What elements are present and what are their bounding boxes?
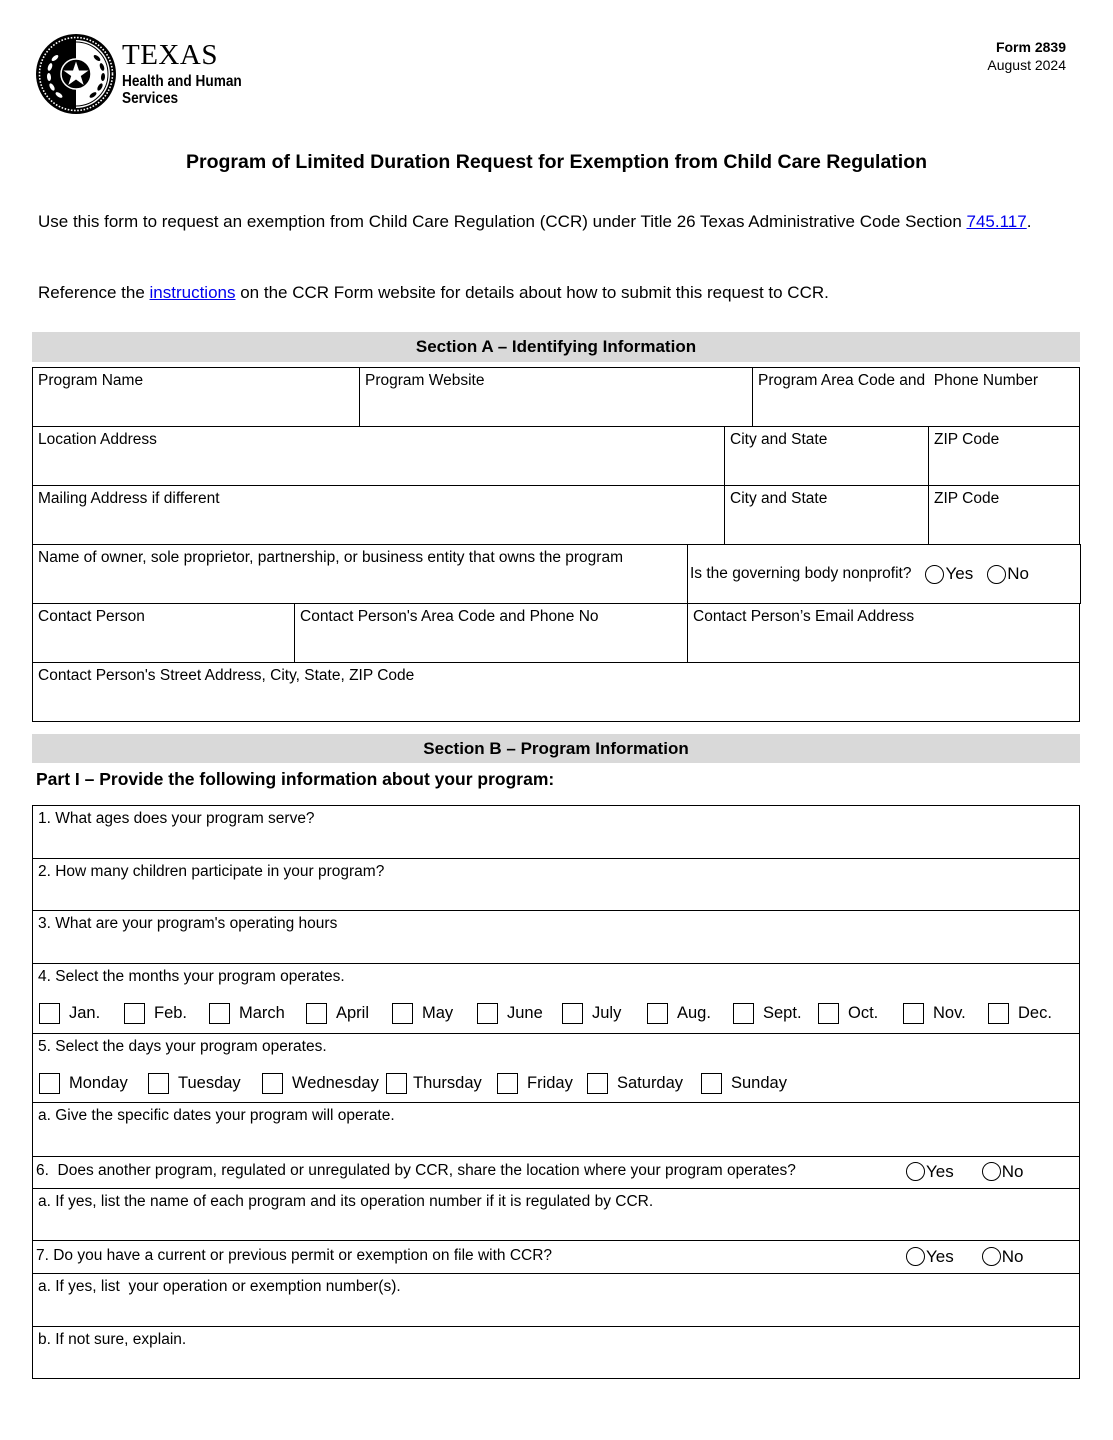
month-label: March [239,1003,285,1022]
month-may-checkbox[interactable] [392,1003,453,1024]
q5a-input[interactable] [37,1130,1075,1152]
form-number: Form 2839 [995,39,1066,55]
month-feb-checkbox[interactable] [124,1003,187,1024]
mailing-city-state-label: City and State [730,490,828,507]
owner-name-label: Name of owner, sole proprietor, partnership, or business entity that owns the program [38,549,623,566]
nonprofit-radio-group [925,565,1042,584]
q6-no-option[interactable] [982,1162,1024,1181]
contact-person-input[interactable] [37,636,290,658]
q2-input[interactable] [37,884,1075,906]
day-monday-checkbox[interactable] [39,1073,128,1094]
day-label: Saturday [617,1073,684,1092]
q7-cell [32,1240,1080,1274]
nonprofit-no-option[interactable] [987,565,1029,584]
q7b-label: b. If not sure, explain. [38,1331,187,1348]
intro-text: Use this form to request an exemption from Child Care Regulation (CCR) under Title 26 Texas Administrative Code Section [38,212,967,231]
month-june-checkbox[interactable] [477,1003,543,1024]
mailing-city-state-input[interactable] [729,518,924,540]
checkbox-icon[interactable] [148,1073,169,1094]
q3-cell [32,910,1080,964]
q3-input[interactable] [37,937,1075,959]
month-label: Aug. [677,1003,711,1022]
day-label: Friday [527,1073,573,1092]
q5a-cell [32,1102,1080,1157]
day-label: Sunday [731,1073,787,1092]
yes-label: Yes [945,564,974,583]
month-aug-checkbox[interactable] [647,1003,711,1024]
location-address-input[interactable] [37,459,720,481]
owner-name-input[interactable] [37,577,683,599]
q6-cell [32,1156,1080,1189]
checkbox-icon[interactable] [392,1003,413,1024]
checkbox-icon[interactable] [477,1003,498,1024]
day-label: Thursday [413,1073,482,1092]
mailing-city-state-cell [724,485,929,545]
program-phone-input[interactable] [757,400,1075,422]
location-address-label: Location Address [38,431,157,448]
day-thursday-checkbox[interactable] [386,1073,482,1094]
contact-address-cell [32,662,1080,722]
q7a-input[interactable] [37,1300,1075,1322]
yes-label: Yes [926,1161,954,1181]
month-march-checkbox[interactable] [209,1003,285,1024]
location-zip-input[interactable] [933,459,1075,481]
q5a-label: a. Give the specific dates your program will operate. [38,1107,395,1124]
checkbox-icon[interactable] [497,1073,518,1094]
mailing-address-input[interactable] [37,518,720,540]
program-phone-label: Program Area Code and Phone Number [758,372,1039,389]
month-label: July [592,1003,622,1022]
contact-person-label: Contact Person [38,608,145,625]
owner-name-cell [32,544,688,604]
day-sunday-checkbox[interactable] [701,1073,787,1094]
program-name-cell [32,367,360,427]
logo-title: TEXAS [122,39,218,71]
q7-label: 7. Do you have a current or previous permit or exemption on file with CCR? [36,1247,553,1264]
location-zip-cell [928,426,1080,486]
instructions-paragraph [38,282,1038,304]
radio-circle-icon[interactable] [987,565,1006,584]
q7b-cell [32,1326,1080,1379]
days-checkbox-row [0,1072,1113,1094]
month-dec-checkbox[interactable] [988,1003,1052,1024]
month-nov-checkbox[interactable] [903,1003,966,1024]
q6a-input[interactable] [37,1214,1075,1236]
month-oct-checkbox[interactable] [818,1003,878,1024]
month-label: Jan. [69,1003,101,1022]
q1-label: 1. What ages does your program serve? [38,810,315,827]
location-zip-label: ZIP Code [934,431,1000,448]
location-address-cell [32,426,725,486]
radio-circle-icon[interactable] [906,1162,925,1181]
day-label: Monday [69,1073,128,1092]
radio-circle-icon[interactable] [906,1247,925,1266]
month-label: April [336,1003,370,1022]
month-label: Dec. [1018,1003,1052,1022]
month-label: June [507,1003,543,1022]
q2-cell [32,858,1080,911]
month-label: Feb. [154,1003,188,1022]
q7b-input[interactable] [37,1352,1075,1374]
radio-circle-icon[interactable] [925,565,944,584]
q7a-label: a. If yes, list your operation or exemption number(s). [38,1278,401,1295]
program-website-cell [359,367,753,427]
month-jan-checkbox[interactable] [39,1003,100,1024]
contact-email-label: Contact Person’s Email Address [693,608,915,625]
q1-input[interactable] [37,832,1075,854]
checkbox-icon[interactable] [386,1073,407,1094]
instructions-link[interactable]: instructions [149,283,236,302]
checkbox-icon[interactable] [733,1003,754,1024]
checkbox-icon[interactable] [306,1003,327,1024]
contact-person-cell [32,603,295,663]
contact-address-label: Contact Person's Street Address, City, State, ZIP Code [38,667,415,684]
mailing-address-cell [32,485,725,545]
contact-phone-cell [294,603,688,663]
month-label: Sept. [763,1003,802,1022]
checkbox-icon[interactable] [39,1073,60,1094]
q6-yes-option[interactable] [906,1162,954,1181]
nonprofit-cell [687,544,1081,604]
form-date: August 2024 [987,57,1066,73]
mailing-zip-cell [928,485,1080,545]
logo-subtitle: Services [122,90,179,107]
no-label: No [1007,564,1029,583]
program-website-input[interactable] [364,400,748,422]
intro-text: on the CCR Form website for details about how to submit this request to CCR. [235,283,829,302]
yes-label: Yes [926,1246,954,1266]
mailing-zip-label: ZIP Code [934,490,1000,507]
contact-email-cell [687,603,1080,663]
contact-address-input[interactable] [37,695,1075,717]
location-city-state-label: City and State [730,431,828,448]
q7-no-option[interactable] [982,1247,1024,1266]
month-april-checkbox[interactable] [306,1003,369,1024]
q2-label: 2. How many children participate in your program? [38,863,385,880]
part-1-heading: Part I – Provide the following information about your program: [36,769,555,789]
page-title: Program of Limited Duration Request for Exemption from Child Care Regulation [185,151,928,173]
section-b-heading: Section B – Program Information [32,734,1080,763]
q6a-cell [32,1188,1080,1241]
contact-email-input[interactable] [692,636,1075,658]
checkbox-icon[interactable] [701,1073,722,1094]
day-tuesday-checkbox[interactable] [148,1073,241,1094]
day-wednesday-checkbox[interactable] [262,1073,379,1094]
day-saturday-checkbox[interactable] [587,1073,683,1094]
q6a-label: a. If yes, list the name of each program and its operation number if it is regulated by CCR. [38,1193,654,1210]
program-website-label: Program Website [365,372,485,389]
month-label: Nov. [933,1003,966,1022]
no-label: No [1001,1246,1024,1266]
intro-text: . [1026,212,1032,231]
month-july-checkbox[interactable] [562,1003,621,1024]
radio-circle-icon[interactable] [982,1247,1001,1266]
checkbox-icon[interactable] [262,1073,283,1094]
day-label: Tuesday [178,1073,241,1092]
texas-seal-icon [35,33,117,115]
logo-subtitle: Health and Human [122,73,242,90]
radio-circle-icon[interactable] [982,1162,1001,1181]
no-label: No [1001,1161,1024,1181]
q4-label: 4. Select the months your program operates. [38,968,345,985]
month-sept-checkbox[interactable] [733,1003,802,1024]
checkbox-icon[interactable] [818,1003,839,1024]
form-identifier [987,38,1066,74]
nonprofit-yes-option[interactable] [925,565,973,584]
month-label: Oct. [848,1003,879,1022]
q6-radio-group [906,1162,1037,1181]
checkbox-icon[interactable] [562,1003,583,1024]
q5-label: 5. Select the days your program operates. [38,1038,327,1055]
months-checkbox-row [0,1002,1113,1024]
checkbox-icon[interactable] [903,1003,924,1024]
checkbox-icon[interactable] [647,1003,668,1024]
q7-radio-group [906,1247,1037,1266]
day-label: Wednesday [292,1073,379,1092]
contact-phone-input[interactable] [299,636,683,658]
contact-phone-label: Contact Person's Area Code and Phone No [300,608,599,625]
intro-text: Reference the [38,283,150,302]
q3-label: 3. What are your program's operating hours [38,915,338,932]
location-city-state-input[interactable] [729,459,924,481]
section-a-heading: Section A – Identifying Information [32,332,1080,362]
q1-cell [32,805,1080,859]
program-phone-cell [752,367,1080,427]
checkbox-icon[interactable] [124,1003,145,1024]
location-city-state-cell [724,426,929,486]
intro-paragraph [38,211,1038,233]
nonprofit-question: Is the governing body nonprofit? [690,565,912,582]
checkbox-icon[interactable] [209,1003,230,1024]
checkbox-icon[interactable] [39,1003,60,1024]
program-name-label: Program Name [38,372,144,389]
program-name-input[interactable] [37,400,355,422]
mailing-zip-input[interactable] [933,518,1075,540]
texas-hhs-logo [35,33,250,117]
q7-yes-option[interactable] [906,1247,954,1266]
month-label: May [422,1003,454,1022]
checkbox-icon[interactable] [988,1003,1009,1024]
q7a-cell [32,1273,1080,1327]
checkbox-icon[interactable] [587,1073,608,1094]
q6-label: 6. Does another program, regulated or unregulated by CCR, share the location where your program operates? [36,1162,796,1179]
day-friday-checkbox[interactable] [497,1073,573,1094]
tac-section-link[interactable]: 745.117 [966,212,1027,231]
mailing-address-label: Mailing Address if different [38,490,220,507]
